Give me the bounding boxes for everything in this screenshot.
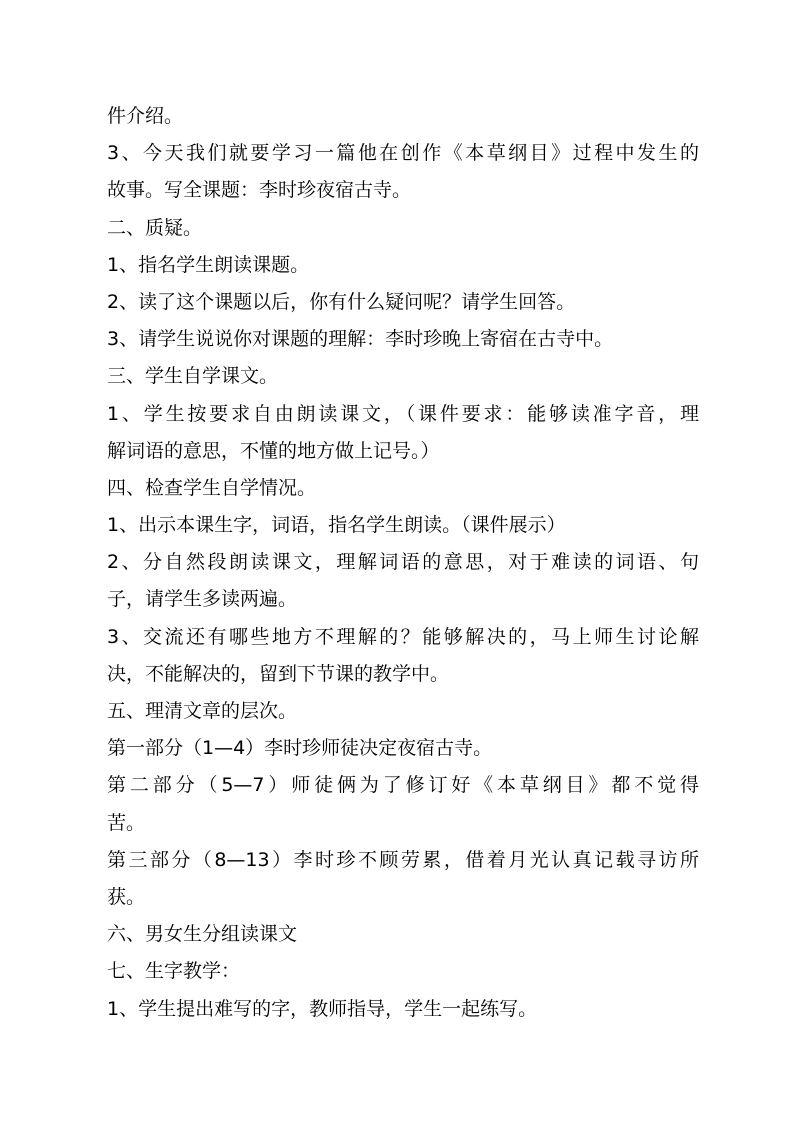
section-heading: 四、检查学生自学情况。 [107, 476, 317, 499]
document-body [107, 98, 699, 1028]
section-heading: 七、生字教学： [107, 960, 241, 983]
text-line: 1、学生按要求自由朗读课文，（课件要求：能够读准字音，理 [107, 402, 699, 425]
text-line: 1、出示本课生字，词语，指名学生朗读。（课件展示） [107, 514, 566, 537]
text-line: 1、指名学生朗读课题。 [107, 253, 310, 276]
text-line: 子，请学生多读两遍。 [107, 588, 298, 611]
section-heading: 五、理清文章的层次。 [107, 700, 298, 722]
text-line: 3、交流还有哪些地方不理解的？能够解决的，马上师生讨论解 [107, 625, 699, 648]
text-line: 3、今天我们就要学习一篇他在创作《本草纲目》过程中发生的 [107, 142, 699, 165]
text-line: 决，不能解决的，留到下节课的教学中。 [107, 662, 450, 685]
text-line: 1、学生提出难写的字，教师指导，学生一起练写。 [107, 997, 538, 1020]
section-heading: 三、学生自学课文。 [107, 365, 279, 388]
text-line: 2、读了这个课题以后，你有什么疑问呢？请学生回答。 [107, 290, 576, 313]
text-line: 解词语的意思，不懂的地方做上记号。） [107, 439, 440, 462]
text-line: 第二部分（5—7）师徒俩为了修订好《本草纲目》都不觉得 [107, 774, 699, 797]
text-line: 第一部分（1—4）李时珍师徒决定夜宿古寺。 [107, 737, 493, 760]
text-line: 苦。 [107, 811, 146, 834]
text-line: 获。 [107, 885, 146, 908]
text-line: 第三部分（8—13）李时珍不顾劳累，借着月光认真记载寻访所 [107, 848, 699, 871]
text-line: 故事。写全课题：李时珍夜宿古寺。 [107, 179, 412, 202]
text-line: 3、请学生说说你对课题的理解：李时珍晚上寄宿在古寺中。 [107, 328, 614, 351]
section-heading: 二、质疑。 [107, 216, 203, 239]
section-heading: 六、男女生分组读课文 [107, 923, 298, 946]
text-line: 2、分自然段朗读课文，理解词语的意思，对于难读的词语、句 [107, 551, 699, 574]
text-line: 件介绍。 [107, 105, 184, 127]
